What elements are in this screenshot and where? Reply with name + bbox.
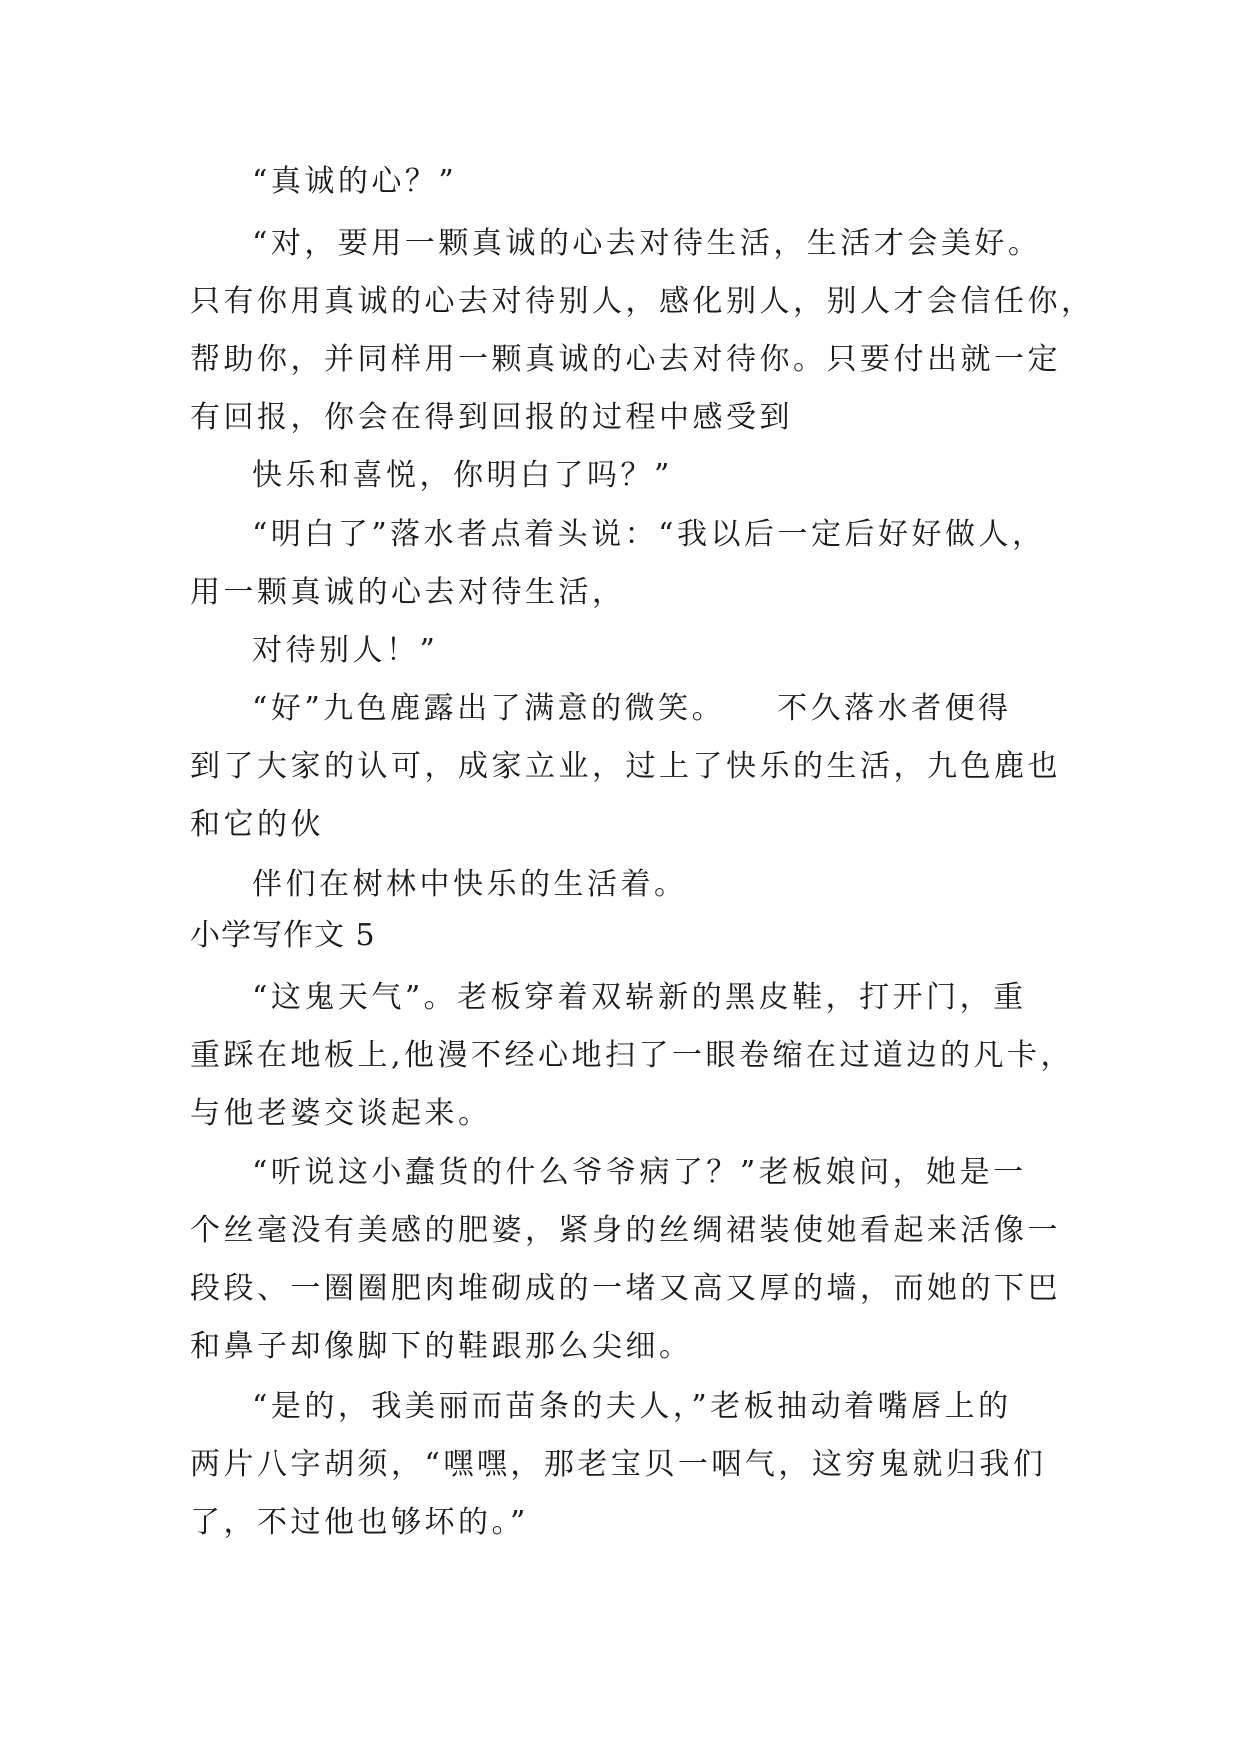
paragraph-line: 重踩在地板上,他漫不经心地扫了一眼卷缩在过道边的凡卡， xyxy=(190,1038,1075,1073)
paragraph-line: “听说这小蠢货的什么爷爷病了？”老板娘问，她是一 xyxy=(252,1155,1027,1190)
paragraph-line: “真诚的心？” xyxy=(252,164,458,199)
paragraph-line: “好”九色鹿露出了满意的微笑。 不久落水者便得 xyxy=(252,691,1012,726)
paragraph-line: “明白了”落水者点着头说：“我以后一定后好好做人， xyxy=(252,517,1046,552)
paragraph-line: “这鬼天气”。老板穿着双崭新的黑皮鞋，打开门，重 xyxy=(252,980,1027,1015)
paragraph-line: 了，不过他也够坏的。” xyxy=(190,1505,529,1540)
paragraph-line: 伴们在树林中快乐的生活着。 xyxy=(252,867,688,902)
paragraph-line: 只有你用真诚的心去对待别人，感化别人，别人才会信任你， xyxy=(190,284,1095,319)
paragraph-line: 与他老婆交谈起来。 xyxy=(190,1096,492,1131)
paragraph-line: 帮助你，并同样用一颗真诚的心去对待你。只要付出就一定 xyxy=(190,342,1061,377)
paragraph-line: 两片八字胡须，“嘿嘿，那老宝贝一咽气，这穷鬼就归我们 xyxy=(190,1447,1047,1482)
section-heading: 小学写作文 5 xyxy=(190,918,376,953)
paragraph-line: “对，要用一颗真诚的心去对待生活，生活才会美好。 xyxy=(252,226,1042,261)
paragraph-line: 和鼻子却像脚下的鞋跟那么尖细。 xyxy=(190,1329,693,1364)
paragraph-line: 有回报，你会在得到回报的过程中感受到 xyxy=(190,400,793,435)
paragraph-line: 个丝毫没有美感的肥婆，紧身的丝绸裙装使她看起来活像一 xyxy=(190,1213,1061,1248)
paragraph-line: “是的，我美丽而苗条的夫人，”老板抽动着嘴唇上的 xyxy=(252,1389,1012,1424)
paragraph-line: 用一颗真诚的心去对待生活， xyxy=(190,575,626,610)
paragraph-line: 段段、一圈圈肥肉堆砌成的一堵又高又厚的墙，而她的下巴 xyxy=(190,1271,1061,1306)
paragraph-line: 快乐和喜悦，你明白了吗？” xyxy=(252,458,673,493)
paragraph-line: 对待别人！” xyxy=(252,633,439,668)
paragraph-line: 到了大家的认可，成家立业，过上了快乐的生活，九色鹿也 xyxy=(190,749,1061,784)
paragraph-line: 和它的伙 xyxy=(190,807,324,842)
